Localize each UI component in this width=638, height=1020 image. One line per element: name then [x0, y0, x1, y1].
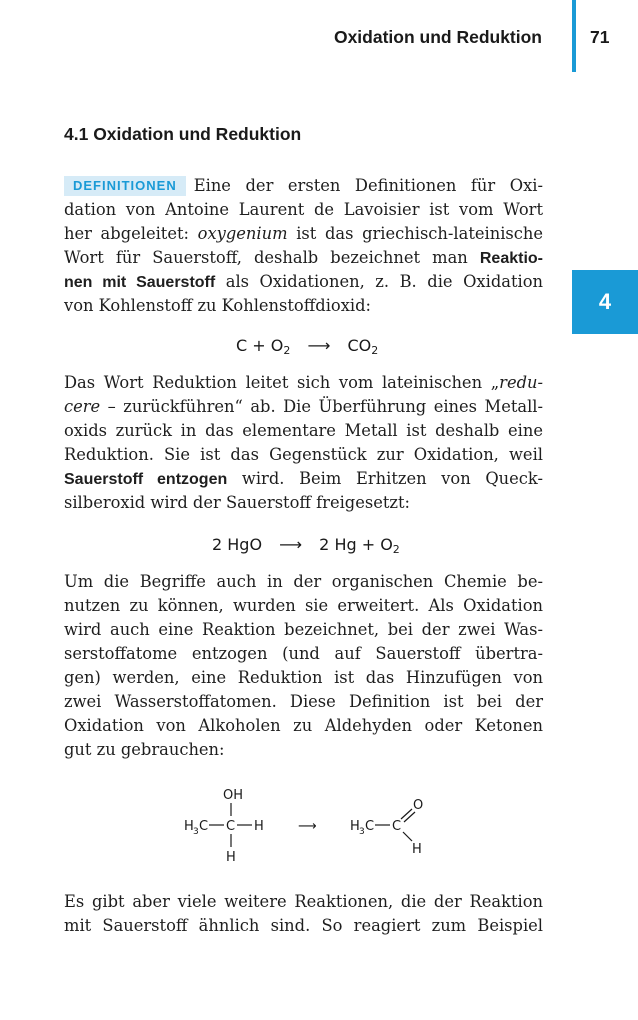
text-line: Reduktion. Sie ist das Gegenstück zur Oxidation, weil [64, 445, 543, 464]
hydrogen-right: H [254, 819, 264, 834]
bold-term: Sauerstoff entzogen [64, 471, 228, 488]
italic-term: cere [64, 397, 101, 416]
methyl-subscript: 3 [359, 827, 365, 837]
chapter-tab: 4 [572, 270, 638, 334]
alcohol-to-aldehyde-scheme [170, 785, 440, 870]
text-line: Um die Begriffe auch in der organischen Chemie be- [64, 572, 543, 591]
aldehyde-hydrogen: H [412, 842, 422, 857]
bold-term: Reaktio- [479, 250, 543, 267]
text-line: dation von Antoine Laurent de Lavoisier ist vom Wort [64, 200, 543, 219]
reaction-arrow-icon: ⟶ [279, 535, 303, 554]
equation-left: C + O [236, 336, 284, 355]
central-carbon: C [226, 819, 236, 834]
double-bond-line [401, 809, 412, 819]
text-span: ist das griechisch-lateinische [287, 224, 543, 243]
text-line: zwei Wasserstoffatomen. Diese Definition ist bei der [64, 692, 543, 711]
text-line: nutzen zu können, wurden sie erweitert. Als Oxidation [64, 596, 543, 615]
text-line: mit Sauerstoff ähnlich sind. So reagiert zum Beispiel [64, 916, 543, 935]
equation-left: 2 HgO [212, 535, 263, 554]
subscript: 2 [371, 344, 379, 357]
text-span: Das Wort Reduktion leitet sich vom lateinischen „ [64, 373, 500, 392]
equation-mercury-oxide [212, 535, 400, 556]
equation-carbon-oxidation [236, 336, 378, 357]
italic-term: oxygenium [197, 224, 288, 243]
text-line: serstoffatome entzogen (und auf Sauerstoff übertra- [64, 644, 543, 663]
text-line: oxids zurück in das elementare Metall ist deshalb eine [64, 421, 543, 440]
carbonyl-carbon: C [392, 819, 402, 834]
hydroxyl-label: OH [223, 788, 244, 803]
text-line: silberoxid wird der Sauerstoff freigesetzt: [64, 493, 410, 512]
text-line: Es gibt aber viele weitere Reaktionen, die der Reaktion [64, 892, 543, 911]
text-line: von Kohlenstoff zu Kohlenstoffdioxid: [64, 296, 372, 315]
definition-badge: DEFINITIONEN [64, 176, 186, 196]
text-line: Oxidation von Alkoholen zu Aldehyden oder Ketonen [64, 716, 543, 735]
text-line [64, 467, 543, 491]
text-line [64, 222, 543, 246]
hydrogen-bottom: H [226, 850, 236, 865]
bond-line [403, 832, 412, 841]
text-span: – zurückführen“ ab. Die Überführung eines Metall- [100, 397, 543, 416]
subscript: 2 [283, 344, 291, 357]
text-line: gut zu gebrauchen: [64, 740, 225, 759]
methyl-c: C [365, 819, 375, 834]
text-span: Wort für Sauerstoff, deshalb bezeichnet man [64, 248, 480, 267]
text-line [64, 246, 543, 270]
reaction-arrow-icon: ⟶ [307, 336, 331, 355]
text-line: gen) werden, eine Reduktion ist das Hinzufügen von [64, 668, 543, 687]
text-line [64, 371, 543, 395]
equation-right: CO [347, 336, 372, 355]
methyl-h: H [184, 819, 194, 834]
equation-right: 2 Hg + O [319, 535, 393, 554]
text-line [64, 270, 543, 294]
text-span: Eine der ersten Definitionen für Oxi- [193, 176, 543, 195]
text-line [64, 395, 543, 419]
subscript: 2 [392, 543, 400, 556]
reaction-arrow-icon: ⟶ [298, 819, 317, 834]
running-title: Oxidation und Reduktion [333, 27, 542, 47]
text-span: als Oxidationen, z. B. die Oxidation [215, 272, 543, 291]
double-bond-line [404, 812, 415, 822]
bold-term: nen mit Sauerstoff [64, 274, 216, 291]
methyl-subscript: 3 [193, 827, 199, 837]
text-span: wird. Beim Erhitzen von Queck- [227, 469, 543, 488]
methyl-h: H [350, 819, 360, 834]
header-rule [572, 0, 576, 72]
text-span: her abgeleitet: [64, 224, 198, 243]
page-number: 71 [590, 27, 610, 47]
text-line: wird auch eine Reaktion bezeichnet, bei der zwei Was- [64, 620, 543, 639]
section-heading: 4.1 Oxidation und Reduktion [64, 124, 302, 144]
methyl-c: C [199, 819, 209, 834]
text-line [64, 174, 543, 198]
italic-term: redu- [499, 373, 543, 392]
oxygen-label: O [413, 798, 424, 813]
